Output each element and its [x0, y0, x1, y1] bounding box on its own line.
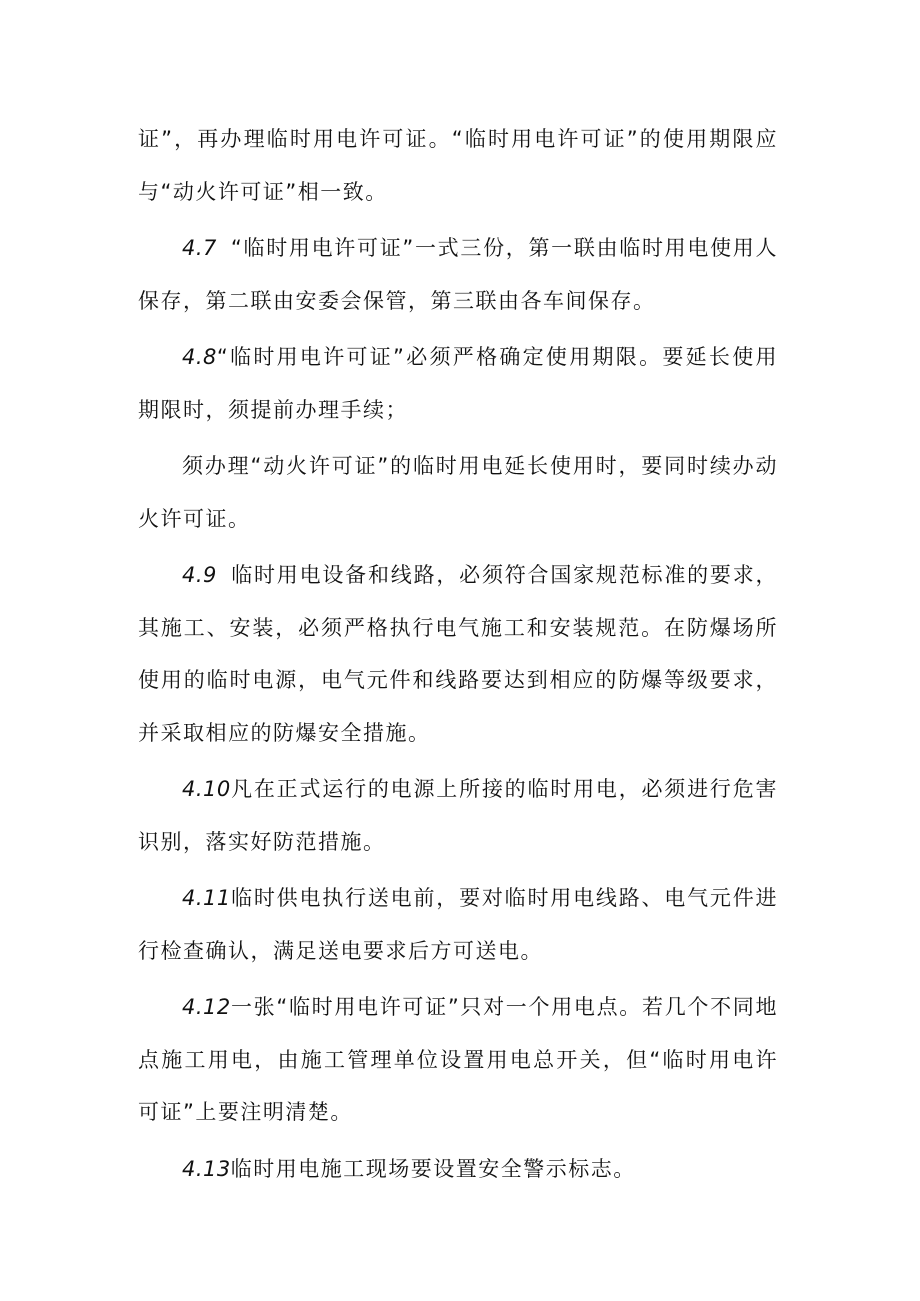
paragraph-4-8-note: [138, 440, 778, 545]
paragraph-text: 临时用电施工现场要设置安全警示标志。: [230, 1156, 636, 1181]
section-number: 4.13: [182, 1156, 231, 1181]
paragraph-text: 临时供电执行送电前，要对临时用电线路、电气元件进行检查确认，满足送电要求后方可送电。: [138, 886, 778, 963]
paragraph-4-10: [138, 763, 778, 868]
paragraph-4-8: [138, 331, 778, 436]
paragraph-4-7: [138, 222, 778, 327]
section-number: 4.11: [182, 886, 231, 910]
paragraph-text: 临时用电设备和线路，必须符合国家规范标准的要求，其施工、安装，必须严格执行电气施工和安装规范。在防爆场所使用的临时电源，电气元件和线路要达到相应的防爆等级要求，并采取相应的防爆安全措施。: [138, 563, 778, 745]
paragraph-4-12: [138, 981, 778, 1139]
section-number: 4.7: [182, 236, 217, 260]
document-body: [138, 113, 778, 1199]
paragraph-4-11: [138, 872, 778, 977]
paragraph-text: 一张“临时用电许可证”只对一个用电点。若几个不同地点施工用电，由施工管理单位设置用电总开关，但“临时用电许可证”上要注明清楚。: [138, 995, 778, 1124]
section-number: 4.8: [182, 345, 217, 369]
section-number: 4.12: [182, 995, 231, 1019]
paragraph-text: 证”，再办理临时用电许可证。“临时用电许可证”的使用期限应与“动火许可证”相一致。: [138, 127, 778, 204]
paragraph-continuation: [138, 113, 778, 218]
paragraph-text: “临时用电许可证”必须严格确定使用期限。要延长使用期限时，须提前办理手续；: [138, 345, 778, 422]
paragraph-4-9: [138, 549, 778, 759]
section-number: 4.10: [182, 777, 231, 801]
paragraph-text: 须办理“动火许可证”的临时用电延长使用时，要同时续办动火许可证。: [138, 454, 778, 531]
paragraph-4-13: [138, 1143, 778, 1196]
paragraph-text: “临时用电许可证”一式三份，第一联由临时用电使用人保存，第二联由安委会保管，第三联由各车间保存。: [138, 236, 778, 313]
paragraph-text: 凡在正式运行的电源上所接的临时用电，必须进行危害识别，落实好防范措施。: [138, 777, 778, 854]
section-number: 4.9: [182, 563, 217, 587]
